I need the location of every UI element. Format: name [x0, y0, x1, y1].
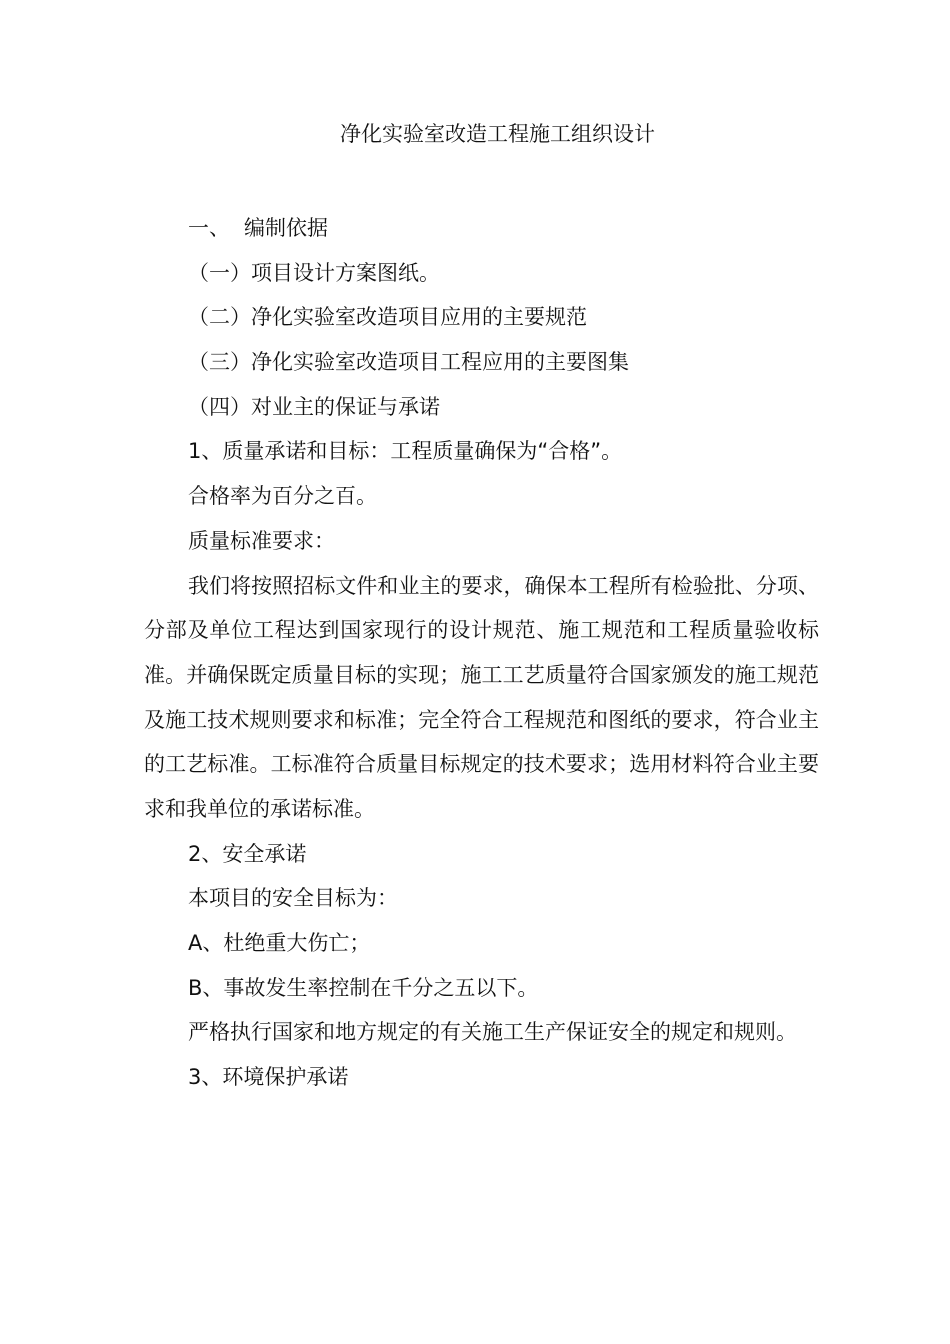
- safety-item-a: A、杜绝重大伤亡；: [188, 931, 371, 956]
- section-number: 一、: [188, 216, 230, 240]
- quality-rate: 合格率为百分之百。: [188, 484, 377, 509]
- document-title: 净化实验室改造工程施工组织设计: [340, 122, 655, 146]
- environment-heading: 3、环境保护承诺: [188, 1065, 349, 1090]
- basis-item-2: （二）净化实验室改造项目应用的主要规范: [188, 305, 587, 330]
- quality-standard-label: 质量标准要求：: [188, 528, 335, 553]
- basis-item-1: （一）项目设计方案图纸。: [188, 260, 440, 285]
- document-body: [144, 206, 819, 1100]
- safety-heading: 2、安全承诺: [188, 841, 307, 866]
- safety-target-label: 本项目的安全目标为：: [188, 886, 398, 911]
- quality-heading: 1、质量承诺和目标：工程质量确保为“合格”。: [188, 439, 623, 464]
- quality-paragraph: 我们将按照招标文件和业主的要求，确保本工程所有检验批、分项、分部及单位工程达到国家现行的设计规范、施工规范和工程质量验收标准。并确保既定质量目标的实现；施工工艺质量符合国家颁发的施工规范及施工技术规则要求和标准；完全符合工程规范和图纸的要求，符合业主的工艺标准。工标准符合质量目标规定的技术要求；选用材料符合业主要求和我单位的承诺标准。: [144, 573, 819, 822]
- section-heading: [144, 206, 819, 251]
- safety-paragraph: 严格执行国家和地方规定的有关施工生产保证安全的规定和规则。: [188, 1020, 797, 1045]
- basis-item-4: （四）对业主的保证与承诺: [188, 394, 440, 419]
- section-title: 编制依据: [244, 216, 328, 240]
- basis-item-3: （三）净化实验室改造项目工程应用的主要图集: [188, 350, 629, 375]
- safety-item-b: B、事故发生率控制在千分之五以下。: [188, 975, 539, 1000]
